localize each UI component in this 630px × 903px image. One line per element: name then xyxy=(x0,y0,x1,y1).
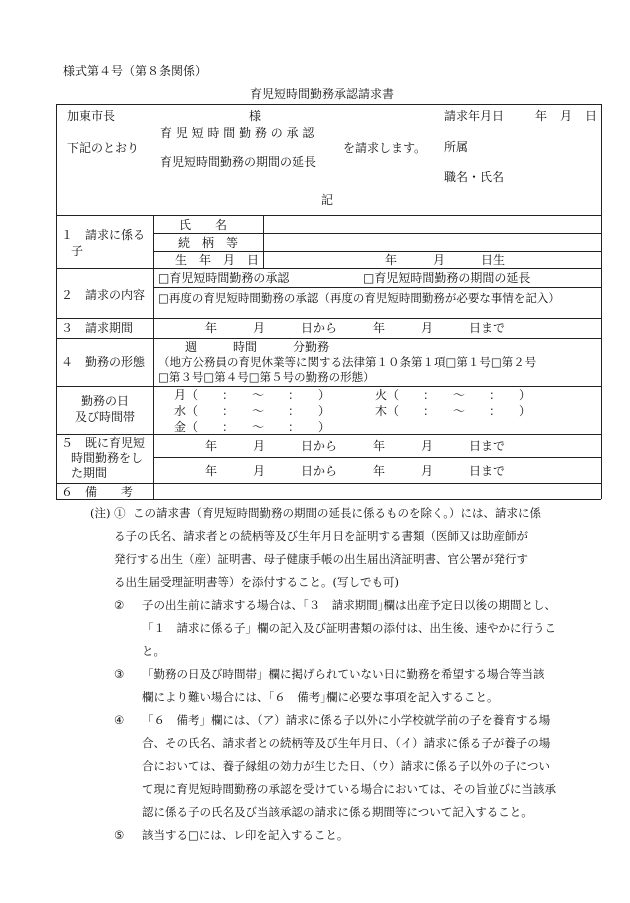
form-of-work-types: □第３号□第４号□第５号の勤務の形態） xyxy=(158,370,375,384)
note-4-marker: ④ xyxy=(114,713,125,727)
content-option-reapproval[interactable]: □再度の育児短時間勤務の承認（再度の育児短時間勤務が必要な事情を記入） xyxy=(158,291,560,305)
note-3-line-1: 「勤務の日及び時間帯」欄に掲げられていない日に勤務を希望する場合等当該 xyxy=(142,667,545,681)
past-label: ５ 既に育児短 xyxy=(61,436,146,450)
note-2-marker: ② xyxy=(114,598,125,612)
request-date-label: 請求年月日 xyxy=(444,109,505,123)
form-of-work-hours: 週 時間 分勤務 xyxy=(185,340,330,354)
child-label-2: 子 xyxy=(71,244,84,258)
note-5-marker: ⑤ xyxy=(114,828,125,842)
work-day-monday: 月（ ： ～ ： ） xyxy=(174,388,331,402)
past-label-2: 時間勤務をし xyxy=(71,451,144,465)
child-birth-value: 年 月 日生 xyxy=(385,253,506,267)
note-4-line-2: 合、その氏名、請求者との続柄等及び生年月日、（イ）請求に係る子が養子の場 xyxy=(142,736,551,750)
past-period-2: 年 月 日から 年 月 日まで xyxy=(205,464,506,478)
ki-label: 記 xyxy=(321,193,334,207)
note-4-line-4: て現に育児短時間勤務の承認を受けている場合においては、その旨並びに当該承 xyxy=(142,782,556,796)
work-days-label: 勤務の日 xyxy=(81,394,130,408)
note-2-line-1: 子の出生前に請求する場合は、｢３ 請求期間｣欄は出産予定日以後の期間とし、 xyxy=(142,598,556,612)
note-1-marker: (注) ① xyxy=(90,506,126,520)
note-4-line-5: 認に係る子の氏名及び当該承認の請求に係る期間等について記入すること。 xyxy=(142,805,533,819)
work-day-wednesday: 水（ ： ～ ： ） xyxy=(174,404,331,418)
period-value: 年 月 日から 年 月 日まで xyxy=(205,321,506,335)
content-option-extension[interactable]: □育児短時間勤務の期間の延長 xyxy=(363,271,531,285)
period-label: ３ 請求期間 xyxy=(61,321,134,335)
note-1-line-4: る出生届受理証明書等）を添付すること。(写しでも可) xyxy=(114,575,399,589)
note-3-marker: ③ xyxy=(114,667,125,681)
note-3-line-2: 欄により難い場合には、｢６ 備考｣欄に必要な事項を記入すること。 xyxy=(142,690,499,704)
remarks-label: ６ 備 考 xyxy=(61,485,134,499)
note-2-line-3: と。 xyxy=(142,644,165,658)
past-period-1: 年 月 日から 年 月 日まで xyxy=(205,439,506,453)
form-title: 育児短時間勤務承認請求書 xyxy=(250,87,395,101)
month-label: 月 xyxy=(560,109,573,123)
request-prefix: 下記のとおり xyxy=(67,141,140,155)
note-1-line-1: この請求書（育児短時間勤務の期間の延長に係るものを除く。）には、請求に係 xyxy=(133,506,542,520)
option-approval: 育 児 短 時 間 勤 務 の 承 認 xyxy=(160,126,315,140)
note-4-line-3: 合においては、養子縁組の効力が生じた日、（ウ）請求に係る子以外の子につい xyxy=(142,759,551,773)
past-label-3: た期間 xyxy=(71,466,108,480)
child-label: １ 請求に係る xyxy=(61,228,146,242)
year-label: 年 xyxy=(535,109,548,123)
work-day-thursday: 木（ ： ～ ： ） xyxy=(375,404,532,418)
note-1-line-2: る子の氏名、請求者との続柄等及び生年月日を証明する書類（医師又は助産師が xyxy=(114,529,528,543)
note-4-line-1: 「６ 備考」欄には、（ア）請求に係る子以外に小学校就学前の子を養育する場 xyxy=(142,713,551,727)
child-relation-label: 続 柄 等 xyxy=(178,236,239,250)
child-birth-label: 生 年 月 日 xyxy=(175,253,260,267)
request-suffix: を請求します。 xyxy=(343,141,427,155)
content-label: ２ 請求の内容 xyxy=(61,288,146,302)
note-2-line-2: 「１ 請求に係る子」欄の記入及び証明書類の添付は、出生後、速やかに行うこ xyxy=(142,621,556,635)
affiliation-label: 所属 xyxy=(444,140,469,154)
day-label: 日 xyxy=(585,109,598,123)
option-extension: 育児短時間勤務の期間の延長 xyxy=(160,155,317,169)
work-day-friday: 金（ ： ～ ： ） xyxy=(174,420,331,434)
work-day-tuesday: 火（ ： ～ ： ） xyxy=(375,388,532,402)
position-name-label: 職名・氏名 xyxy=(444,170,505,184)
form-of-work-label: ４ 勤務の形態 xyxy=(61,355,146,369)
honorific: 様 xyxy=(249,109,262,123)
work-days-label-2: 及び時間帯 xyxy=(75,410,136,424)
child-name-label: 氏 名 xyxy=(179,218,228,232)
note-1-line-3: 発行する出生（産）証明書、母子健康手帳の出生届出済証明書、官公署が発行す xyxy=(114,552,528,566)
content-option-approval[interactable]: □育児短時間勤務の承認 xyxy=(158,271,290,285)
addressee: 加東市長 xyxy=(67,109,116,123)
form-of-work-law: （地方公務員の育児休業等に関する法律第１０条第１項□第１号□第２号 xyxy=(158,355,537,369)
form-number: 様式第４号（第８条関係） xyxy=(63,64,208,78)
note-5-line-1: 該当する□には、レ印を記入すること。 xyxy=(142,828,349,842)
